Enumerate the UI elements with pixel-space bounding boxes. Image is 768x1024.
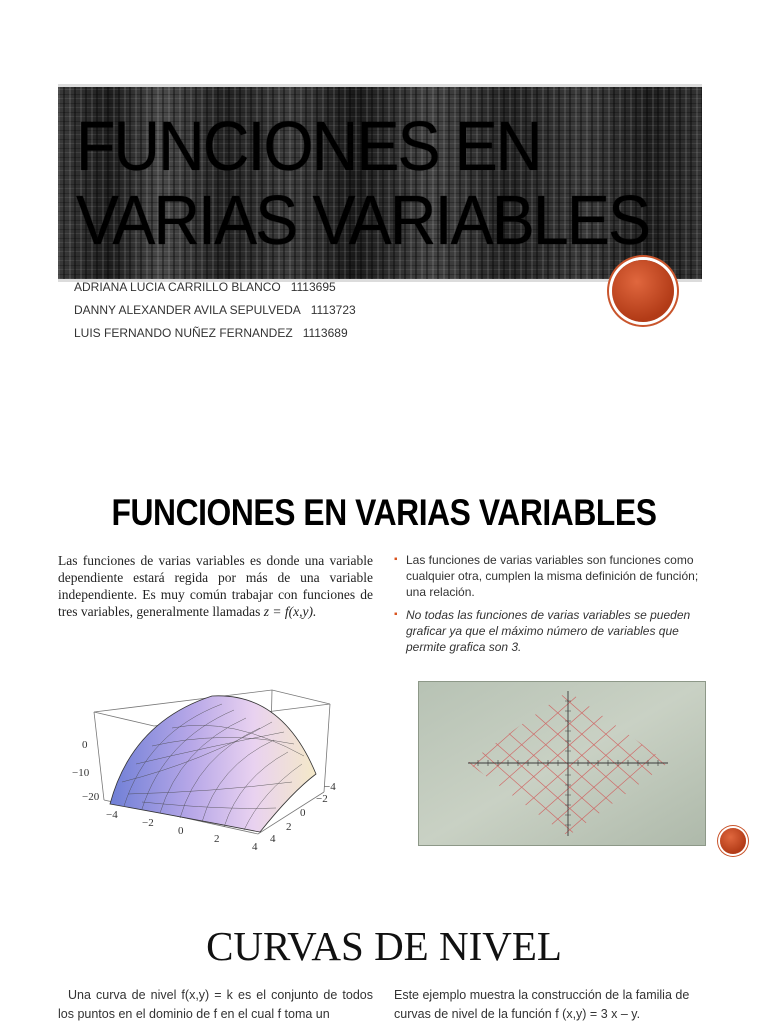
title-line-1: FUNCIONES EN [76, 107, 541, 185]
y-tick: 4 [270, 833, 276, 845]
intro-text: Las funciones de varias variables es donde una variable dependiente estará regida por más de una variable independiente. Es muy común trabajar con funciones de tres variables, generalmente llamadas [58, 553, 373, 619]
z-tick: −10 [72, 767, 90, 779]
author-name: LUIS FERNANDO NUÑEZ FERNANDEZ [74, 326, 293, 340]
author-name: ADRIANA LUCIA CARRILLO BLANCO [74, 280, 281, 294]
z-tick: 0 [82, 739, 88, 751]
x-tick: 2 [214, 833, 220, 845]
author-name: DANNY ALEXANDER AVILA SEPULVEDA [74, 303, 301, 317]
x-tick: 0 [178, 825, 184, 837]
curvas-definition-text: Una curva de nivel f(x,y) = k es el conjunto de todos los puntos en el dominio de f en el cual f toma un [58, 988, 373, 1021]
surface-mesh [110, 696, 316, 832]
presentation-title [76, 109, 649, 257]
y-tick: 2 [286, 821, 292, 833]
surface-plot-3d [62, 682, 342, 857]
title-banner [58, 84, 702, 282]
y-tick: −2 [316, 793, 328, 805]
y-tick: 0 [300, 807, 306, 819]
bullet-list [394, 552, 714, 662]
decorative-circle [612, 260, 674, 322]
intro-paragraph [58, 552, 373, 620]
curvas-example-text: Este ejemplo muestra la construcción de la familia de curvas de nivel de la función f (x,y) = 3 x – y. [394, 988, 690, 1021]
author-id: 1113689 [302, 326, 348, 340]
author-row [74, 303, 356, 326]
x-tick: −2 [142, 817, 154, 829]
section-title-curvas: CURVAS DE NIVEL [206, 923, 562, 969]
author-list [74, 280, 356, 349]
bullet-item: ▪ Las funciones de varias variables son funciones como cualquier otra, cumplen la misma definición de función; una relación. [394, 552, 714, 600]
author-row [74, 280, 356, 303]
author-id: 1113695 [290, 280, 336, 294]
section-title-funciones: FUNCIONES EN VARIAS VARIABLES [111, 492, 657, 533]
x-tick: −4 [106, 809, 118, 821]
author-row [74, 326, 356, 349]
decorative-circle-small [720, 828, 746, 854]
y-tick: −4 [324, 781, 336, 793]
author-id: 1113723 [310, 303, 356, 317]
title-line-2: VARIAS VARIABLES [76, 181, 650, 259]
level-curves-photo [418, 681, 706, 846]
formula-text: z = f(x,y). [263, 604, 317, 619]
bullet-item: ▪ No todas las funciones de varias variables se pueden graficar ya que el máximo número de variables que permite grafica son 3. [394, 607, 714, 655]
z-tick: −20 [82, 791, 100, 803]
x-tick: 4 [252, 841, 258, 853]
